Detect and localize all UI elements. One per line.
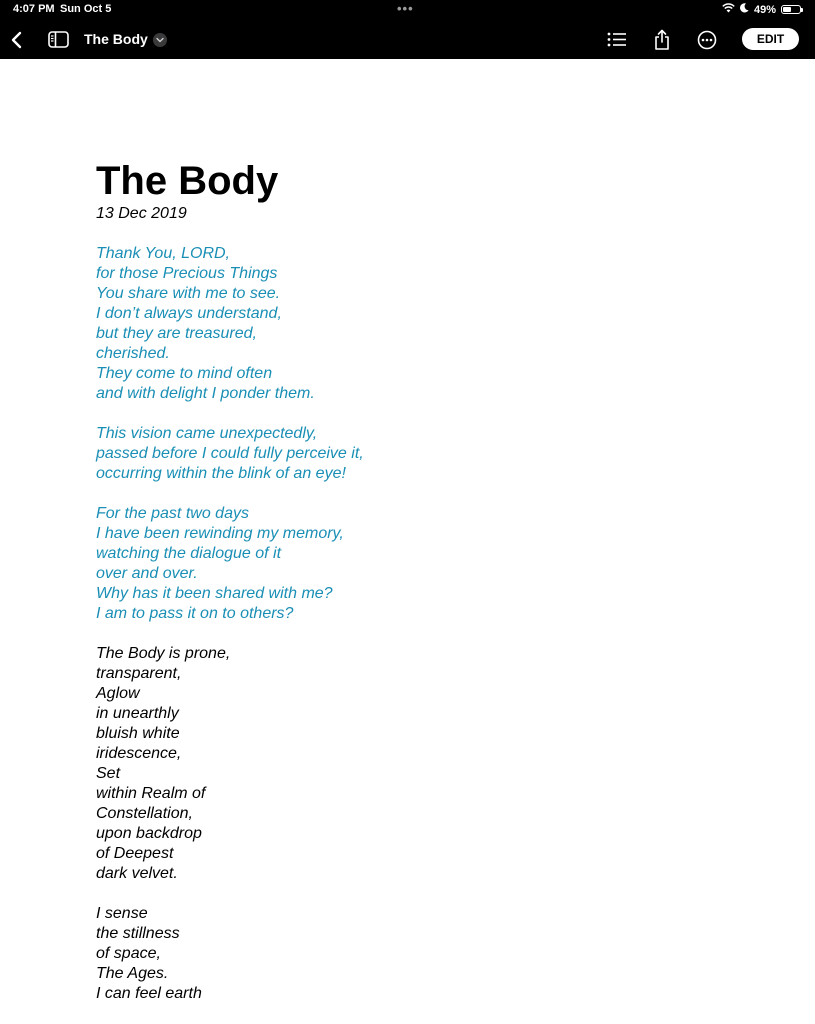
stanza bbox=[96, 904, 696, 1004]
battery-icon bbox=[781, 5, 801, 14]
nav-title[interactable]: The Body bbox=[84, 31, 148, 47]
poem-line: watching the dialogue of it bbox=[96, 545, 282, 562]
poem-line: and with delight I ponder them. bbox=[96, 385, 315, 402]
moon-icon bbox=[740, 3, 749, 16]
poem-line: Constellation, bbox=[96, 805, 193, 822]
poem-line: Set bbox=[96, 765, 121, 782]
poem-line: iridescence, bbox=[96, 745, 182, 762]
poem-line: the stillness bbox=[96, 925, 180, 942]
poem-line: Why has it been shared with me? bbox=[96, 585, 333, 602]
poem-line: I have been rewinding my memory, bbox=[96, 525, 344, 542]
poem-line: in unearthly bbox=[96, 705, 179, 722]
back-chevron-icon[interactable] bbox=[6, 20, 26, 59]
poem-line: This vision came unexpectedly, bbox=[96, 425, 318, 442]
document-body[interactable] bbox=[96, 158, 696, 1004]
poem-line: For the past two days bbox=[96, 505, 249, 522]
status-date: Sun Oct 5 bbox=[60, 3, 112, 15]
status-right bbox=[722, 3, 801, 16]
share-icon[interactable] bbox=[652, 20, 672, 59]
stanza bbox=[96, 504, 696, 624]
multitasking-dots-icon[interactable]: ••• bbox=[397, 1, 414, 16]
poem-line: The Ages. bbox=[96, 965, 169, 982]
poem-line: upon backdrop bbox=[96, 825, 202, 842]
document-date: 13 Dec 2019 bbox=[96, 205, 187, 222]
poem-line: within Realm of bbox=[96, 785, 206, 802]
nav-bar bbox=[0, 20, 815, 59]
poem-line: The Body is prone, bbox=[96, 645, 231, 662]
document-title: The Body bbox=[96, 159, 279, 203]
wifi-icon bbox=[722, 3, 735, 16]
poem-line: occurring within the blink of an eye! bbox=[96, 465, 346, 482]
status-bar bbox=[0, 0, 815, 20]
list-icon[interactable] bbox=[606, 20, 628, 59]
poem-line: I am to pass it on to others? bbox=[96, 605, 294, 622]
poem bbox=[96, 244, 696, 1004]
poem-line: They come to mind often bbox=[96, 365, 273, 382]
poem-line: dark velvet. bbox=[96, 865, 178, 882]
poem-line: You share with me to see. bbox=[96, 285, 281, 302]
more-icon[interactable] bbox=[696, 20, 718, 59]
poem-line: I sense bbox=[96, 905, 148, 922]
poem-line: cherished. bbox=[96, 345, 170, 362]
poem-line: bluish white bbox=[96, 725, 180, 742]
poem-line: I can feel earth bbox=[96, 985, 202, 1002]
edit-button[interactable]: EDIT bbox=[742, 28, 799, 50]
poem-line: Thank You, LORD, bbox=[96, 245, 230, 262]
stanza bbox=[96, 424, 696, 484]
status-time: 4:07 PM bbox=[13, 3, 55, 15]
poem-line: transparent, bbox=[96, 665, 182, 682]
poem-line: for those Precious Things bbox=[96, 265, 278, 282]
poem-line: of Deepest bbox=[96, 845, 174, 862]
stanza bbox=[96, 244, 696, 404]
poem-line: I don’t always understand, bbox=[96, 305, 282, 322]
poem-line: Aglow bbox=[96, 685, 140, 702]
poem-line: of space, bbox=[96, 945, 161, 962]
poem-line: over and over. bbox=[96, 565, 198, 582]
chevron-down-icon[interactable] bbox=[153, 33, 167, 47]
poem-line: passed before I could fully perceive it, bbox=[96, 445, 364, 462]
battery-percent: 49% bbox=[753, 3, 776, 16]
poem-line: but they are treasured, bbox=[96, 325, 257, 342]
sidebar-icon[interactable] bbox=[47, 20, 69, 59]
stanza bbox=[96, 644, 696, 884]
